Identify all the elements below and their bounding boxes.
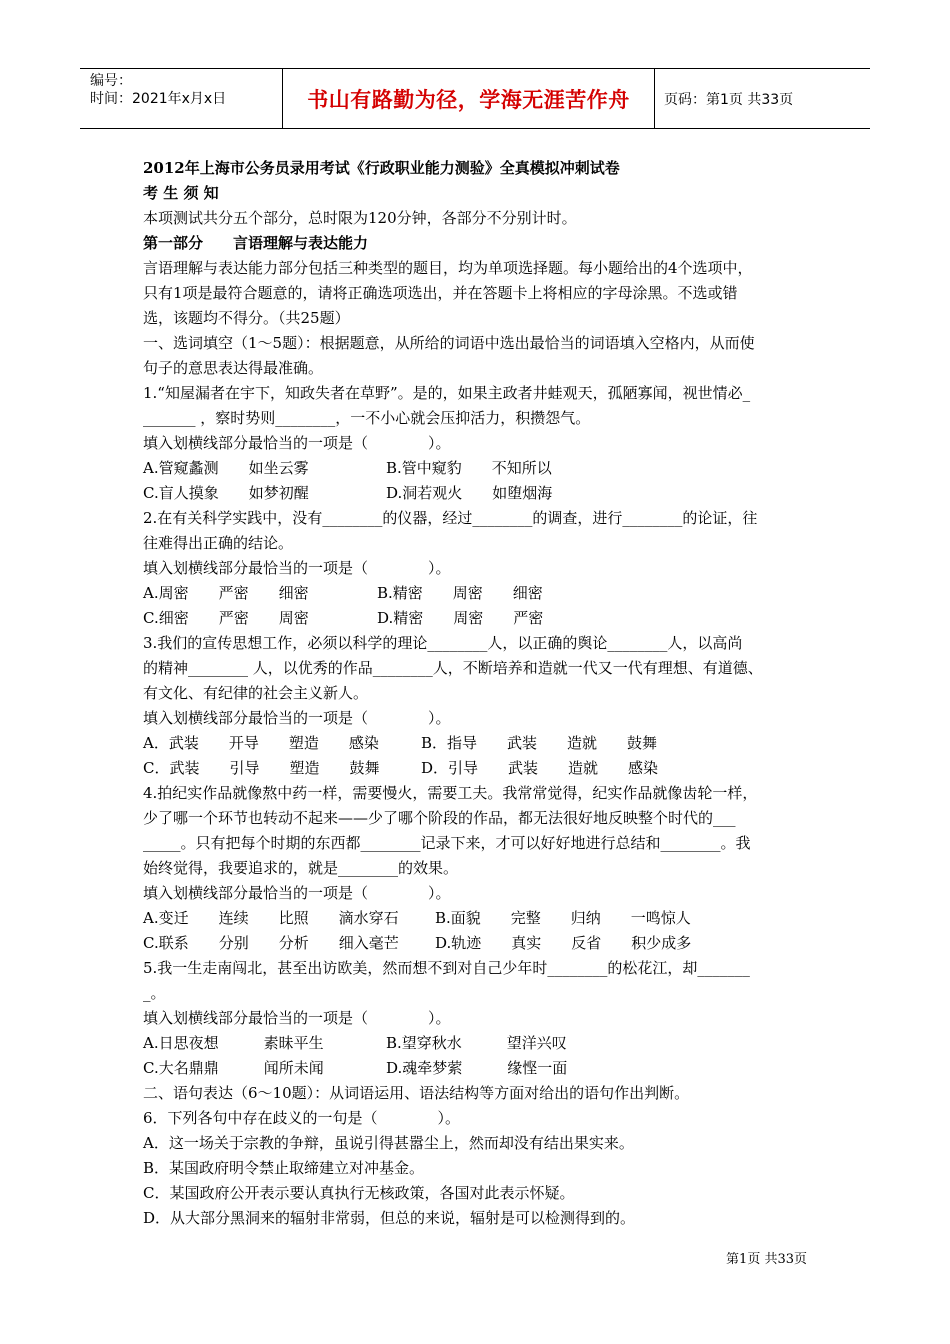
option: C.细密 严密 周密 bbox=[143, 609, 309, 627]
question-1: 1.“知屋漏者在宇下，知政失者在草野”。是的，如果主政者井蛙观天，孤陋寡闻，视世情必_ bbox=[143, 384, 751, 402]
option: B.面貌 完整 归纳 一鸣惊人 bbox=[435, 909, 691, 927]
option: D.精密 周密 严密 bbox=[377, 609, 544, 627]
option-row bbox=[143, 456, 818, 481]
question-3-cont: 有文化、有纪律的社会主义新人。 bbox=[143, 684, 369, 702]
option-row bbox=[143, 581, 818, 606]
option-row bbox=[143, 1056, 818, 1081]
option-row bbox=[143, 731, 818, 756]
option: D.魂牵梦萦 缘悭一面 bbox=[386, 1059, 568, 1077]
option: B.精密 周密 细密 bbox=[377, 584, 543, 602]
doc-title: 2012年上海市公务员录用考试《行政职业能力测验》全真模拟冲刺试卷 bbox=[143, 159, 620, 177]
option: A．武装 开导 塑造 感染 bbox=[143, 734, 379, 752]
option: A.日思夜想 素昧平生 bbox=[143, 1034, 324, 1052]
option: C.盲人摸象 如梦初醒 bbox=[143, 484, 309, 502]
option-row bbox=[143, 606, 818, 631]
header-motto-cell bbox=[282, 69, 655, 128]
option: B.望穿秋水 望洋兴叹 bbox=[386, 1034, 567, 1052]
section1-heading: 一、选词填空（1～5题）：根据题意，从所给的词语中选出最恰当的词语填入空格内，从而使 bbox=[143, 334, 755, 352]
question-1-cont: _______ ，察时势则________，一不小心就会压抑活力，积攒怨气。 bbox=[143, 409, 591, 427]
option: B.管中窥豹 不知所以 bbox=[386, 459, 552, 477]
option: D.轨迹 真实 反省 积少成多 bbox=[435, 934, 692, 952]
notice-text: 本项测试共分五个部分，总时限为120分钟，各部分不分别计时。 bbox=[143, 209, 577, 227]
header-meta bbox=[80, 69, 282, 128]
option: A．这一场关于宗教的争辩，虽说引得甚嚣尘上，然而却没有结出果实来。 bbox=[143, 1134, 634, 1152]
question-3: 3.我们的宣传思想工作，必须以科学的理论________人，以正确的舆论________人，以高尚 bbox=[143, 634, 743, 652]
question-3-cont: 的精神________ 人，以优秀的作品________人，不断培养和造就一代又一代有理想、有道德、 bbox=[143, 659, 763, 677]
question-prompt: 填入划横线部分最恰当的一项是（ ）。 bbox=[143, 884, 451, 902]
document-body bbox=[143, 156, 818, 1231]
option-row bbox=[143, 931, 818, 956]
question-4: 4.拍纪实作品就像熬中药一样，需要慢火，需要工夫。我常常觉得，纪实作品就像齿轮一样， bbox=[143, 784, 758, 802]
header-page-cell bbox=[655, 69, 870, 128]
option: D．从大部分黑洞来的辐射非常弱，但总的来说，辐射是可以检测得到的。 bbox=[143, 1209, 636, 1227]
option: B．指导 武装 造就 鼓舞 bbox=[421, 734, 658, 752]
option-row bbox=[143, 481, 818, 506]
question-prompt: 填入划横线部分最恰当的一项是（ ）。 bbox=[143, 1009, 451, 1027]
intro-line: 选，该题均不得分。（共25题） bbox=[143, 309, 350, 327]
option: D．引导 武装 造就 感染 bbox=[421, 759, 659, 777]
option-row bbox=[143, 1031, 818, 1056]
option: C.联系 分别 分析 细入毫芒 bbox=[143, 934, 399, 952]
intro-line: 言语理解与表达能力部分包括三种类型的题目，均为单项选择题。每小题给出的4个选项中， bbox=[143, 259, 753, 277]
question-4-cont: _____。只有把每个时期的东西都________记录下来，才可以好好地进行总结和________。我 bbox=[143, 834, 751, 852]
question-2: 2.在有关科学实践中，没有________的仪器，经过________的调查，进行________的论证，往 bbox=[143, 509, 758, 527]
option: A.管窥蠡测 如坐云雾 bbox=[143, 459, 309, 477]
code-label: 编号： bbox=[90, 73, 132, 89]
time-label: 时间：2021年x月x日 bbox=[90, 91, 227, 107]
question-prompt: 填入划横线部分最恰当的一项是（ ）。 bbox=[143, 434, 451, 452]
question-6: 6．下列各句中存在歧义的一句是（ ）。 bbox=[143, 1109, 461, 1127]
part1-heading: 第一部分 言语理解与表达能力 bbox=[143, 234, 369, 252]
question-prompt: 填入划横线部分最恰当的一项是（ ）。 bbox=[143, 559, 451, 577]
question-5-cont: _。 bbox=[143, 984, 166, 1002]
option: A.周密 严密 细密 bbox=[143, 584, 309, 602]
option: A.变迁 连续 比照 滴水穿石 bbox=[143, 909, 399, 927]
question-4-cont: 少了哪一个环节也转动不起来——少了哪个阶段的作品，都无法很好地反映整个时代的___ bbox=[143, 809, 736, 827]
notice-heading: 考 生 须 知 bbox=[143, 184, 219, 202]
option-row bbox=[143, 756, 818, 781]
option: C．某国政府公开表示要认真执行无核政策，各国对此表示怀疑。 bbox=[143, 1184, 575, 1202]
page-header bbox=[80, 68, 870, 129]
option: D.洞若观火 如堕烟海 bbox=[386, 484, 553, 502]
option: B．某国政府明令禁止取缔建立对冲基金。 bbox=[143, 1159, 425, 1177]
section2-heading: 二、语句表达（6～10题）：从词语运用、语法结构等方面对给出的语句作出判断。 bbox=[143, 1084, 690, 1102]
option: C．武装 引导 塑造 鼓舞 bbox=[143, 759, 380, 777]
intro-line: 只有1项是最符合题意的，请将正确选项选出，并在答题卡上将相应的字母涂黑。不选或错 bbox=[143, 284, 738, 302]
page-label: 页码：第1页 共33页 bbox=[664, 91, 794, 108]
question-2-cont: 往难得出正确的结论。 bbox=[143, 534, 294, 552]
option-row bbox=[143, 906, 818, 931]
motto: 书山有路勤为径，学海无涯苦作舟 bbox=[307, 87, 630, 112]
question-4-cont: 始终觉得，我要追求的，就是________的效果。 bbox=[143, 859, 459, 877]
question-5: 5.我一生走南闯北，甚至出访欧美，然而想不到对自己少年时________的松花江，却_______ bbox=[143, 959, 750, 977]
option: C.大名鼎鼎 闻所未闻 bbox=[143, 1059, 324, 1077]
section1-heading-cont: 句子的意思表达得最准确。 bbox=[143, 359, 324, 377]
question-prompt: 填入划横线部分最恰当的一项是（ ）。 bbox=[143, 709, 451, 727]
page-footer: 第1页 共33页 bbox=[726, 1252, 807, 1267]
